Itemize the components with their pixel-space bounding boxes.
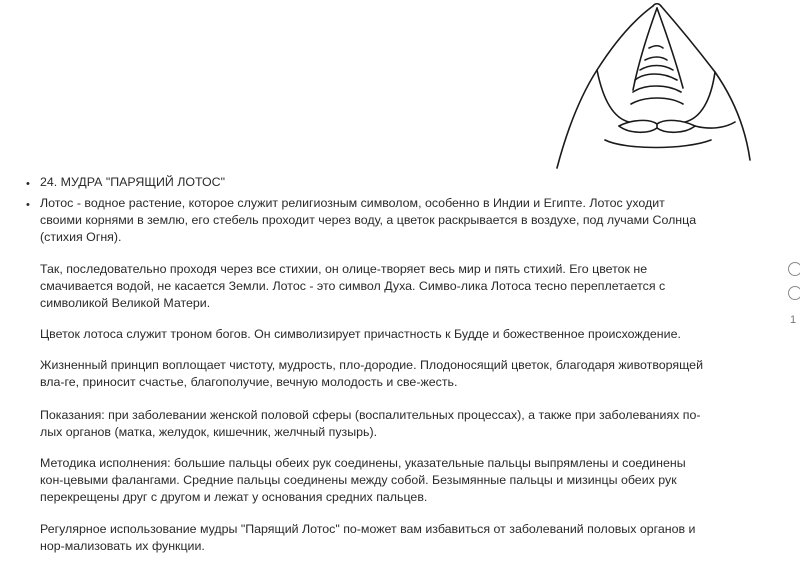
text-line: символикой Великой Матери. [40,296,211,310]
text-line: Лотос - водное растение, которое служит религиозным символом, особенно в Индии и Египте. Лотос уходит [40,196,665,210]
text-line: вла-ге, приносит счастье, благополучие, вечную молодость и све-жесть. [40,375,458,389]
circle-icon[interactable] [788,286,800,300]
paragraph-elements [40,261,770,312]
text-line: кон-цевыми фалангами. Средние пальцы соединены между собой. Безымянные пальцы и мизинцы обеих рук [40,473,677,487]
text-line: перекрещены друг с другом и лежат у основания средних пальцев. [40,490,428,504]
text-line: Показания: при заболевании женской половой сферы (воспалительных процессах), а также при заболеваниях по- [40,408,701,422]
text-line: Цветок лотоса служит троном богов. Он символизирует причастность к Будде и божественное происхождение. [40,327,681,341]
text-line: Методика исполнения: большие пальцы обеих рук соединены, указательные пальцы выпрямлены и соединены [40,456,686,470]
right-arm-outline [661,6,750,160]
title-bullet: • [26,178,30,190]
side-count: 1 [790,314,797,326]
text-line: смачивается водой, не касается Земли. Лотос - это символ Духа. Симво-лика Лотоса тесно переплетается с [40,279,666,293]
left-arm-outline [557,6,653,168]
text-line: своими корнями в землю, его стебель проходит через воду, а цветок раскрывается в воздухе, под лучами Солнца [40,213,697,227]
paragraph-life-principle [40,357,770,391]
text-line: Жизненный принцип воплощает чистоту, мудрость, пло-дородие. Плодоносящий цветок, благодаря животворящей [40,358,703,372]
text-line: (стихия Огня). [40,230,122,244]
text-line: Так, последовательно проходя через все стихии, он олице-творяет весь мир и пять стихий. Его цветок не [40,262,648,276]
text-line: нор-мализовать их функции. [40,539,205,553]
paragraph-regular-use [40,521,770,555]
paragraph-bullet: • [26,199,30,211]
paragraph-throne [40,326,770,343]
crossed-fingers [635,74,677,80]
mudra-hands-illustration [545,0,760,170]
paragraph-lotus-intro [40,195,770,246]
text-line: Регулярное использование мудры "Парящий Лотос" по-может вам избавиться от заболеваний половых органов и [40,522,696,536]
paragraph-method [40,455,770,506]
circle-icon[interactable] [788,262,800,276]
text-line: лых органов (матка, желудок, кишечник, желчный пузырь). [40,425,378,439]
page-title: 24. МУДРА "ПАРЯЩИЙ ЛОТОС" [40,175,225,189]
index-fingers [653,4,661,6]
paragraph-indications [40,407,770,441]
